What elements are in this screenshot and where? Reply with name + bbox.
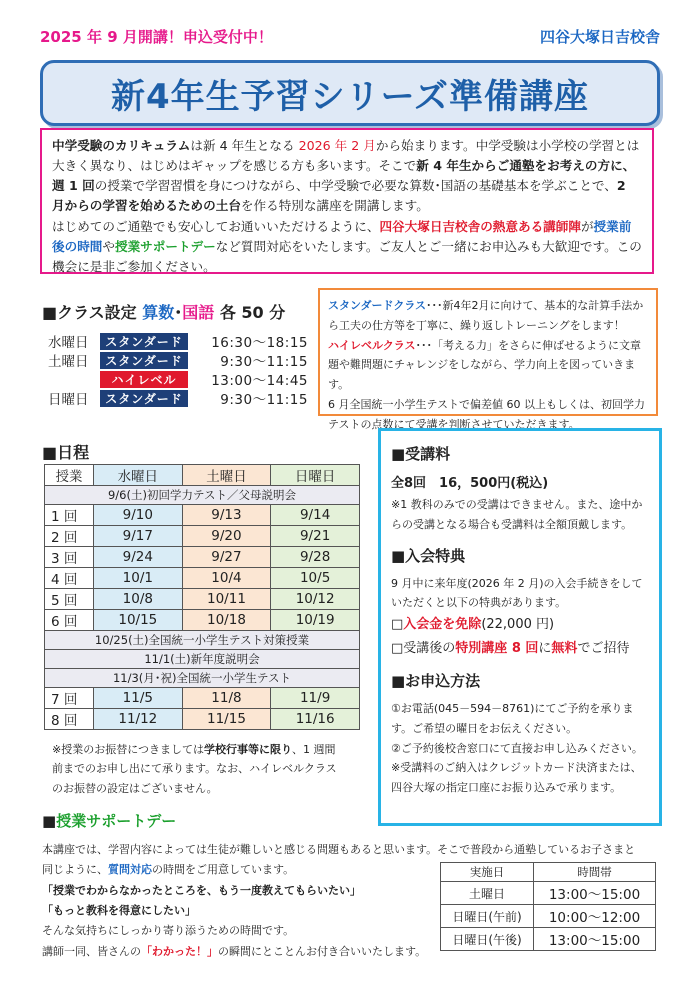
date-cell: 9/27 <box>182 547 271 568</box>
date-cell: 10/5 <box>271 568 360 589</box>
intro-text: 中学受験のカリキュラム <box>52 138 191 153</box>
benefit-item <box>391 613 649 636</box>
apply-line: ※受講料のご納入はクレジットカード決済または、四谷大塚の指定口座にお振り込みで承ります。 <box>391 761 642 795</box>
intro-text: を作る特別な講座を開講します。 <box>240 198 429 214</box>
apply-line: ①お電話(045－594－8761)にてご予約を承ります。ご希望の曜日をお伝えください。 <box>391 701 634 735</box>
support-text-part: 講師一同、皆さんの <box>42 944 141 958</box>
benefit-item <box>391 637 649 660</box>
support-heading <box>42 810 176 831</box>
lesson-num: 8 回 <box>45 709 94 730</box>
support-schedule-table <box>440 862 656 951</box>
intro-text: や <box>102 238 115 254</box>
support-text-part: 同じように、 <box>42 863 108 877</box>
table-row <box>45 486 360 505</box>
support-text-part: の瞬間にとことんお付き合いいたします。 <box>218 944 427 958</box>
heading-text: ■クラス設定 <box>42 303 137 322</box>
class-row <box>48 389 308 407</box>
support-time: 10:00～12:00 <box>534 905 656 928</box>
date-cell: 11/15 <box>182 709 271 730</box>
class-row <box>48 370 308 388</box>
class-time: 9:30～11:15 <box>220 354 308 370</box>
date-cell: 9/14 <box>271 505 360 526</box>
class-day: 日曜日 <box>48 392 89 408</box>
benefit-text: □受講後の <box>391 640 456 656</box>
intro-text: が <box>580 218 594 234</box>
date-cell: 11/16 <box>271 709 360 730</box>
date-cell: 10/12 <box>271 589 360 610</box>
note-bold: 学校行事等に限り <box>204 743 292 756</box>
date-cell: 9/20 <box>182 526 271 547</box>
class-day: 土曜日 <box>48 354 89 370</box>
checkbox-mark: □ <box>391 617 404 633</box>
date-cell: 9/21 <box>271 526 360 547</box>
table-header-row <box>45 465 360 486</box>
date-cell: 9/13 <box>182 505 271 526</box>
lesson-num: 1 回 <box>45 505 94 526</box>
support-quote: 「授業でわからなかったところを、もう一度教えてもらいたい」 <box>42 883 361 897</box>
col-header: 土曜日 <box>182 465 271 486</box>
date-cell: 11/5 <box>94 688 183 709</box>
benefit-text: でご招待 <box>577 640 630 656</box>
separator: ･ <box>174 303 183 322</box>
support-day: 土曜日 <box>441 882 534 905</box>
support-highlight: 「わかった！」 <box>141 944 218 958</box>
fee-heading: ■受講料 <box>391 445 451 463</box>
class-badge: スタンダード <box>100 333 188 350</box>
event-cell: 11/3(月･祝)全国統一小学生テスト <box>45 669 360 688</box>
date-cell: 11/9 <box>271 688 360 709</box>
intro-bold: 2 月からの学習を始めるための土台 <box>52 178 626 214</box>
class-time: 9:30～11:15 <box>220 392 308 408</box>
intro-bold: 新 4 年生からご通塾をお考えの方に、週 1 回 <box>52 158 636 194</box>
intro-text: はじめてのご通塾でも安心してお通いいただけるように、 <box>52 218 380 234</box>
col-header: 水曜日 <box>94 465 183 486</box>
date-cell: 9/10 <box>94 505 183 526</box>
fee-note: ※1 教科のみでの受講はできません。また、途中からの受講となる場合も受講料は全額頂戴します。 <box>391 498 643 531</box>
schedule-heading: ■日程 <box>42 443 90 462</box>
table-row <box>45 631 360 650</box>
subject-japanese: 国語 <box>182 303 215 322</box>
date-cell: 10/15 <box>94 610 183 631</box>
fee-price: 全8回 16，500円(税込) <box>391 476 549 491</box>
announcement: 2025 年 9 月開講！申込受付中！ <box>40 28 273 46</box>
schedule-table <box>44 464 360 730</box>
support-line: そんな気持ちにしっかり寄り添うための時間です。 <box>42 924 295 938</box>
event-cell: 9/6(土)初回学力テスト／父母説明会 <box>45 486 360 505</box>
note-text: ※授業のお振替につきましては <box>52 743 204 756</box>
table-row <box>45 526 360 547</box>
date-cell: 11/12 <box>94 709 183 730</box>
class-badge: ハイレベル <box>100 371 188 388</box>
benefit-text: に <box>538 640 552 656</box>
date-cell: 9/17 <box>94 526 183 547</box>
school-name: 四谷大塚日吉校舎 <box>539 28 660 46</box>
table-row <box>45 505 360 526</box>
table-row <box>441 928 656 951</box>
page-title: 新4年生予習シリーズ準備講座 <box>111 76 589 117</box>
date-cell: 9/24 <box>94 547 183 568</box>
table-row <box>45 589 360 610</box>
title-banner <box>40 60 660 126</box>
event-cell: 11/1(土)新年度説明会 <box>45 650 360 669</box>
class-day: 水曜日 <box>48 335 89 351</box>
date-cell: 9/28 <box>271 547 360 568</box>
col-header: 時間帯 <box>534 863 656 882</box>
class-badge: スタンダード <box>100 352 188 369</box>
support-quote: 「もっと教科を得意にしたい」 <box>42 904 196 918</box>
intro-text: は新 4 年生となる <box>190 138 299 153</box>
table-row <box>45 547 360 568</box>
date-cell: 10/11 <box>182 589 271 610</box>
apply-heading: ■お申込方法 <box>391 671 481 690</box>
col-header: 日曜日 <box>271 465 360 486</box>
benefit-heading: ■入会特典 <box>391 546 466 565</box>
benefit-highlight: 特別講座 8 回 <box>455 640 539 656</box>
intro-text: の授業で学習習慣を身につけながら、中学受験で必要な算数･国語の基礎基本を学ぶことで、 <box>94 178 617 194</box>
table-row <box>441 882 656 905</box>
lesson-num: 4 回 <box>45 568 94 589</box>
benefit-amount: (22,000 円) <box>481 617 555 633</box>
table-row <box>45 669 360 688</box>
heading-mark: ■ <box>42 812 57 830</box>
intro-text: など質問対応をいたします。ご友人とご一緒にお申込みも大歓迎です。この機会に是非ご参加ください。 <box>52 238 642 274</box>
support-time: 13:00～15:00 <box>534 882 656 905</box>
col-header: 実施日 <box>441 863 534 882</box>
date-cell: 10/18 <box>182 610 271 631</box>
support-day: 日曜日(午前) <box>441 905 534 928</box>
apply-line: ②ご予約後校舎窓口にて直接お申し込みください。 <box>391 741 643 755</box>
lesson-num: 7 回 <box>45 688 94 709</box>
intro-highlight: 授業サポートデー <box>114 238 216 254</box>
high-class-text: ･･･「考える力」をさらに伸ばせるように文章題や難問題にチャレンジをしながら、学力向上を図っていきます。 <box>328 338 641 392</box>
support-time: 13:00～15:00 <box>534 928 656 951</box>
intro-highlight: 2026 年 2 月 <box>298 138 376 153</box>
col-header: 授業 <box>45 465 94 486</box>
support-text-part: の時間をご用意しています。 <box>152 863 295 877</box>
high-class-name: ハイレベルクラス <box>328 338 416 352</box>
lesson-num: 3 回 <box>45 547 94 568</box>
date-cell: 10/8 <box>94 589 183 610</box>
table-row <box>45 650 360 669</box>
support-highlight: 質問対応 <box>108 863 152 877</box>
table-header-row <box>441 863 656 882</box>
support-day: 日曜日(午後) <box>441 928 534 951</box>
class-row <box>48 351 308 369</box>
benefit-highlight: 入会金を免除 <box>403 617 482 633</box>
class-description-box <box>318 288 658 431</box>
info-panel <box>378 428 662 826</box>
class-minutes: 各 50 分 <box>219 303 286 322</box>
date-cell: 10/1 <box>94 568 183 589</box>
intro-text: から始まります。中学受験は小学校の学習とは大きく異なり、はじめはギャップを感じる方も多います。そこで <box>52 138 640 174</box>
class-badge: スタンダード <box>100 390 188 407</box>
table-row <box>441 905 656 928</box>
schedule-note <box>52 740 342 798</box>
date-cell: 10/19 <box>271 610 360 631</box>
event-cell: 10/25(土)全国統一小学生テスト対策授業 <box>45 631 360 650</box>
table-row <box>45 709 360 730</box>
lesson-num: 2 回 <box>45 526 94 547</box>
class-setting-heading <box>42 300 285 323</box>
intro-highlight: 授業前後の時間 <box>52 218 632 254</box>
lesson-num: 6 回 <box>45 610 94 631</box>
table-row <box>45 688 360 709</box>
date-cell: 10/4 <box>182 568 271 589</box>
note-text: 、1 週間前までのお申し出にて承ります。なお、ハイレベルクラスのお振替の設定はございません。 <box>52 743 337 795</box>
table-row <box>45 610 360 631</box>
table-row <box>45 568 360 589</box>
subject-math: 算数 <box>142 303 175 322</box>
support-line: 本講座では、学習内容によっては生徒が難しいと感じる問題もあると思います。そこで普段から通塾しているお子さまと <box>42 843 636 856</box>
lesson-num: 5 回 <box>45 589 94 610</box>
intro-highlight: 四谷大塚日吉校舎の熱意ある講師陣 <box>379 218 581 234</box>
date-cell: 11/8 <box>182 688 271 709</box>
standard-class-text: ･･･新4年2月に向けて、基本的な計算手法から工夫の仕方等を丁寧に、繰り返しトレーニングをします！ <box>328 299 644 332</box>
class-time: 13:00～14:45 <box>211 373 308 389</box>
support-title: 授業サポートデー <box>56 812 177 830</box>
benefit-highlight: 無料 <box>551 640 578 656</box>
class-note: 6 月全国統一小学生テストで偏差値 60 以上もしくは、初回学力テストの点数にて受講を判断させていただきます。 <box>328 397 646 431</box>
intro-box <box>40 128 654 274</box>
standard-class-name: スタンダードクラス <box>328 299 427 312</box>
class-row <box>48 332 308 350</box>
benefit-text: 9 月中に来年度(2026 年 2 月)の入会手続きをしていただくと以下の特典があります。 <box>391 576 643 610</box>
top-bar <box>40 26 660 52</box>
class-time: 16:30～18:15 <box>211 335 308 351</box>
